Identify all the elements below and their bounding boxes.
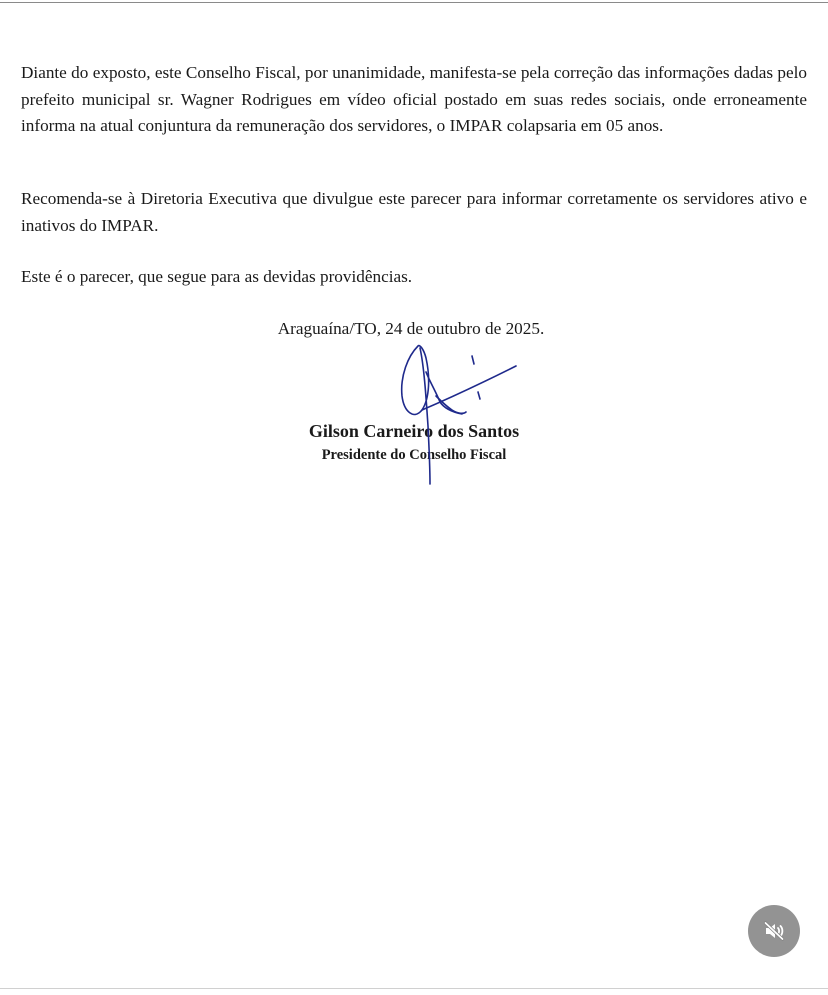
place-date-text: Araguaína/TO, 24 de outubro de 2025. [277, 319, 545, 338]
unmute-button[interactable] [748, 905, 800, 957]
signer-role: Presidente do Conselho Fiscal [321, 447, 507, 463]
paragraph-closing: Este é o parecer, que segue para as devidas providências. [21, 267, 413, 286]
paragraph-recommendation: Recomenda-se à Diretoria Executiva que divulgue este parecer para informar corretamente os servidores ativo e inativos do IMPAR. [21, 189, 807, 235]
handwritten-signature [380, 336, 530, 488]
top-divider [0, 2, 828, 3]
speaker-muted-icon [762, 919, 786, 943]
paragraph-conclusion: Diante do exposto, este Conselho Fiscal, por unanimidade, manifesta-se pela correção das informações dadas pelo prefeito municipal sr. Wagner Rodrigues em vídeo oficial postado em suas redes sociais, onde erroneamente informa na atual conjuntura da remuneração dos servidores, o IMPAR colapsaria em 05 anos. [21, 63, 807, 135]
signer-name: Gilson Carneiro dos Santos [308, 421, 520, 441]
bottom-divider [0, 988, 828, 989]
